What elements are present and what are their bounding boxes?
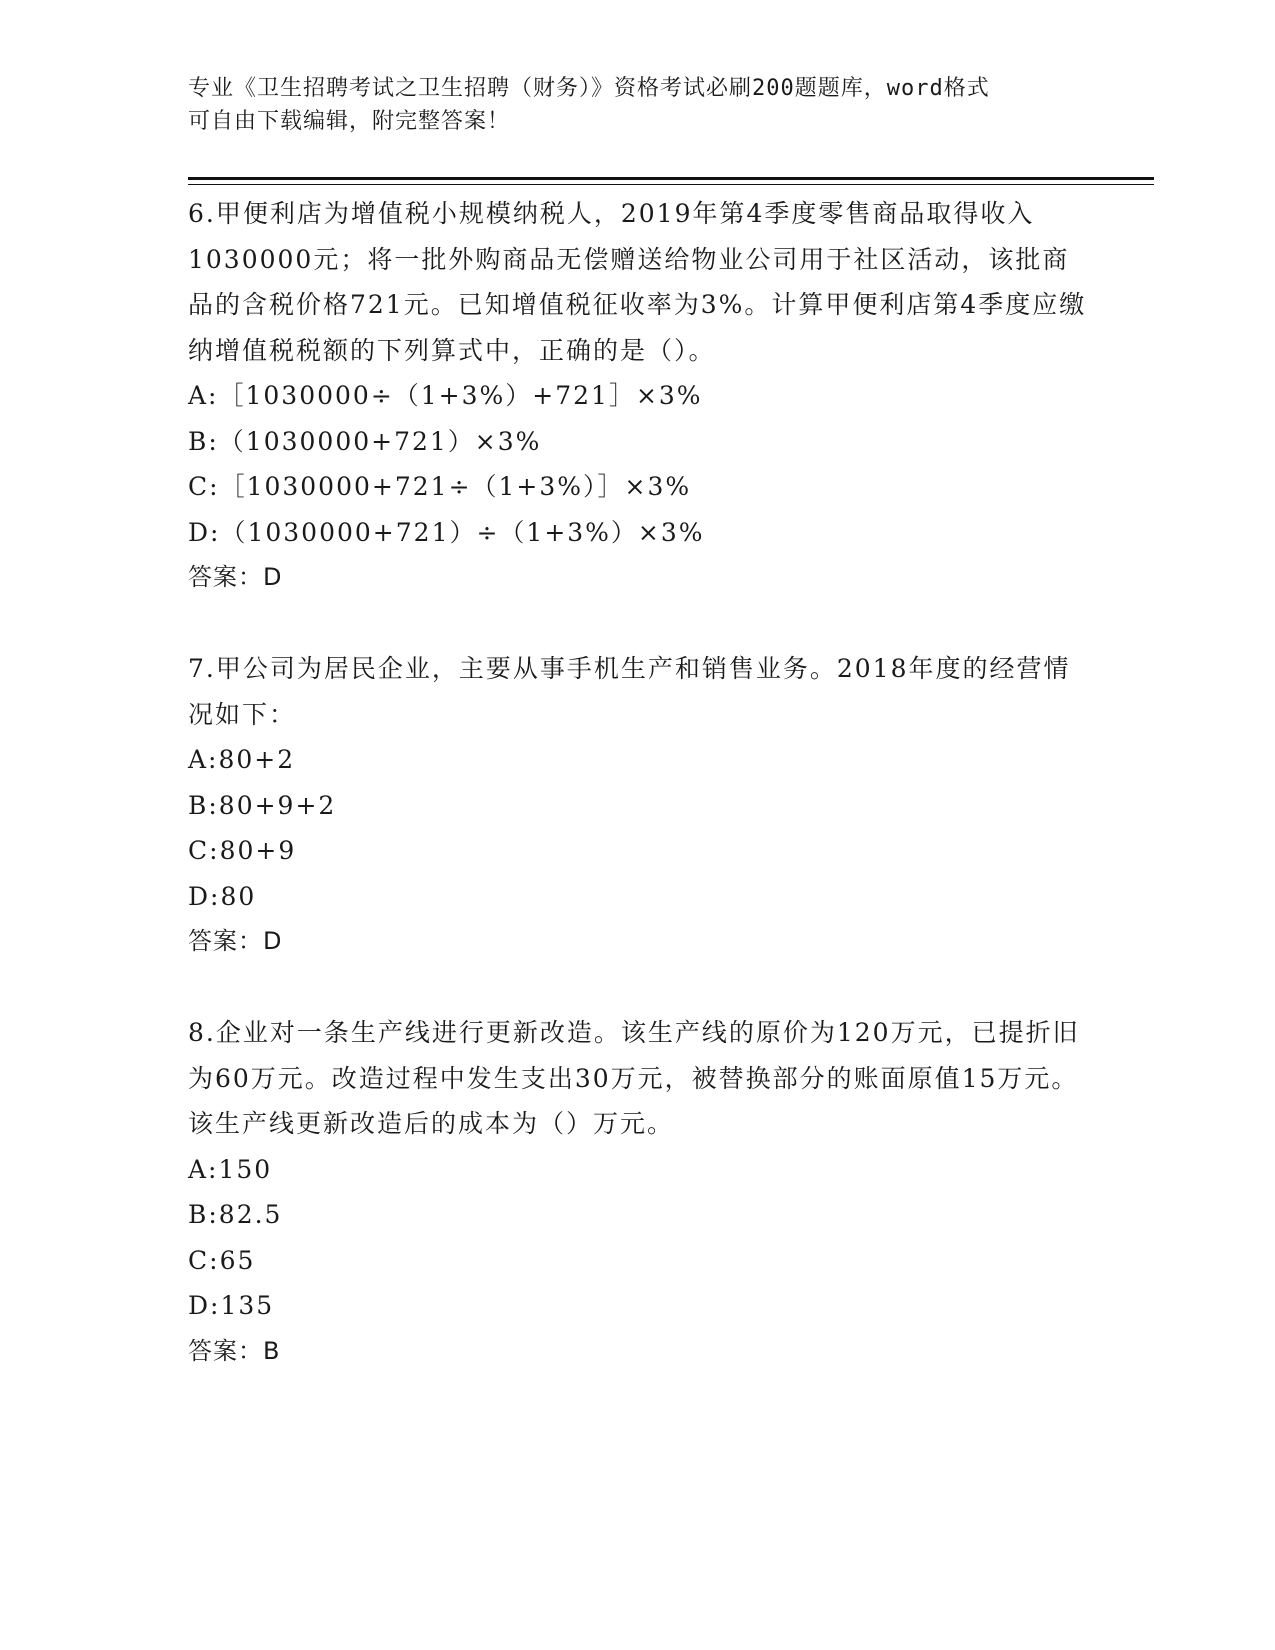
option-c (188, 464, 1088, 510)
option-letter: B: (188, 1200, 219, 1229)
question-stem: 7.甲公司为居民企业，主要从事手机生产和销售业务。2018年度的经营情况如下： (188, 654, 1071, 729)
option-c (188, 1238, 1088, 1284)
option-letter: A: (188, 745, 219, 774)
question-6 (188, 191, 1088, 601)
option-text: ［1030000+721÷（1+3%）］×3% (219, 472, 692, 501)
question-spacer (188, 601, 1088, 647)
option-letter: B: (188, 790, 219, 820)
option-text: （1030000+721）÷（1+3%）×3% (220, 517, 705, 547)
option-letter: D: (188, 1291, 221, 1320)
option-b (188, 783, 1088, 829)
option-d (188, 1283, 1088, 1329)
option-text: 80+9 (219, 836, 297, 865)
option-b (188, 419, 1088, 465)
option-text: 65 (219, 1245, 256, 1275)
option-letter: C: (188, 836, 220, 865)
answer-line: 答案：D (188, 563, 283, 591)
answer-line: 答案：D (188, 927, 283, 955)
option-c (188, 828, 1088, 874)
option-letter: A: (188, 1154, 219, 1184)
option-letter: C: (188, 1245, 220, 1275)
option-b (188, 1192, 1088, 1238)
option-a (188, 737, 1088, 783)
question-8 (188, 1010, 1088, 1374)
question-stem: 8.企业对一条生产线进行更新改造。该生产线的原价为120万元，已提折旧为60万元。改造过程中发生支出30万元，被替换部分的账面原值15万元。该生产线更新改造后的成本为（）万元。 (188, 1018, 1080, 1138)
option-text: （1030000+721）×3% (218, 426, 542, 456)
option-text: 135 (220, 1291, 275, 1320)
option-letter: C: (188, 472, 220, 501)
option-d (188, 874, 1088, 920)
answer-line: 答案：B (188, 1336, 281, 1365)
question-7 (188, 646, 1088, 965)
option-text: 80+2 (218, 745, 296, 774)
option-text: 80+9+2 (218, 790, 337, 820)
header-divider-thick (188, 177, 1154, 180)
option-text: 80 (220, 881, 257, 911)
option-a (188, 373, 1088, 419)
question-list (188, 191, 1088, 1374)
option-letter: D: (188, 517, 221, 547)
header-line-1: 专业《卫生招聘考试之卫生招聘（财务）》资格考试必刷200题题库，word格式 (188, 76, 990, 101)
option-letter: D: (188, 881, 221, 911)
option-d (188, 510, 1088, 556)
option-text: 82.5 (218, 1200, 283, 1229)
header-divider-thin (188, 184, 1154, 185)
option-letter: B: (188, 426, 219, 456)
option-letter: A: (188, 381, 219, 410)
option-text: ［1030000÷（1+3%）+721］×3% (218, 381, 703, 410)
document-header (188, 72, 1088, 138)
option-text: 150 (218, 1154, 273, 1184)
question-spacer (188, 965, 1088, 1011)
option-a (188, 1147, 1088, 1193)
question-stem: 6.甲便利店为增值税小规模纳税人，2019年第4季度零售商品取得收入1030000元；将一批外购商品无偿赠送给物业公司用于社区活动，该批商品的含税价格721元。已知增值税征收率为3%。计算甲便利店第4季度应缴纳增值税税额的下列算式中，正确的是（）。 (188, 199, 1087, 365)
header-line-2: 可自由下载编辑，附完整答案！ (188, 109, 511, 134)
